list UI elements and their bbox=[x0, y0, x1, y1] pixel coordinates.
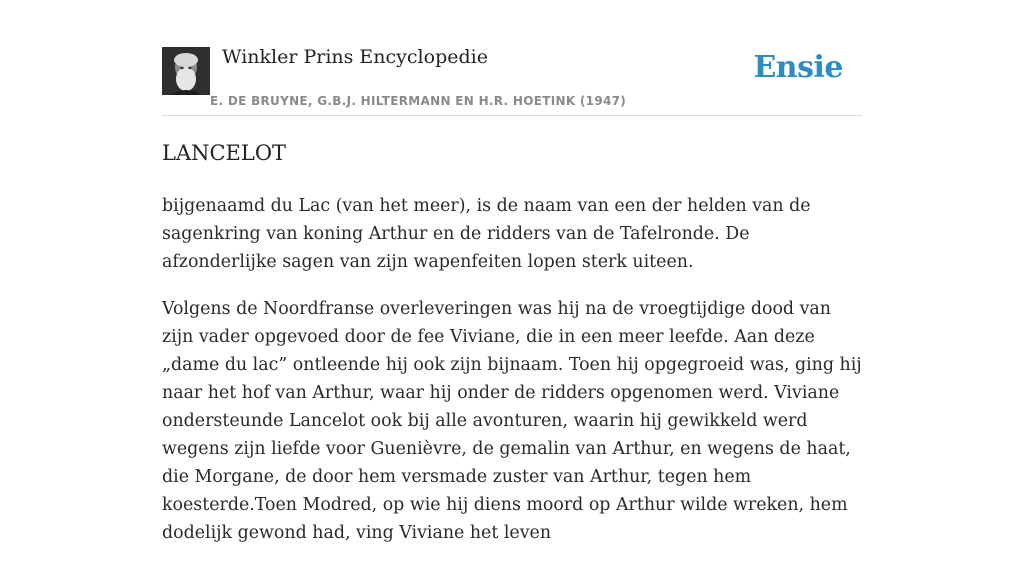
author-portrait[interactable] bbox=[162, 47, 210, 95]
source-title[interactable]: Winkler Prins Encyclopedie bbox=[222, 46, 488, 68]
article-paragraph: Volgens de Noordfranse overleveringen was hij na de vroegtijdige dood van zijn vader opgevoed door de fee Viviane, die in een meer leefde. Aan deze „dame du lac” ontleende hij ook zijn bijnaam. Toen hij opgegroeid was, ging hij naar het hof van Arthur, waar hij onder de ridders opgenomen werd. Viviane ondersteunde Lancelot ook bij alle avonturen, waarin hij gewikkeld werd wegens zijn liefde voor Guenièvre, de gemalin van Arthur, en wegens de haat, die Morgane, de door hem versmade zuster van Arthur, tegen hem koesterde.Toen Modred, op wie hij diens moord op Arthur wilde wreken, hem dodelijk gewond had, ving Viviane het leven bbox=[162, 299, 862, 543]
page bbox=[162, 0, 862, 543]
article-body bbox=[162, 192, 862, 566]
entry-title: LANCELOT bbox=[162, 141, 287, 165]
portrait-photo-icon bbox=[162, 47, 210, 95]
source-authors: E. DE BRUYNE, G.B.J. HILTERMANN EN H.R. HOETINK (1947) bbox=[210, 94, 627, 108]
ensie-logo[interactable]: Ensie bbox=[753, 50, 843, 85]
source-header bbox=[162, 0, 862, 116]
article-paragraph: bijgenaamd du Lac (van het meer), is de naam van een der helden van de sagenkring van koning Arthur en de ridders van de Tafelronde. De afzonderlijke sagen van zijn wapenfeiten lopen sterk uiteen. bbox=[162, 196, 811, 272]
